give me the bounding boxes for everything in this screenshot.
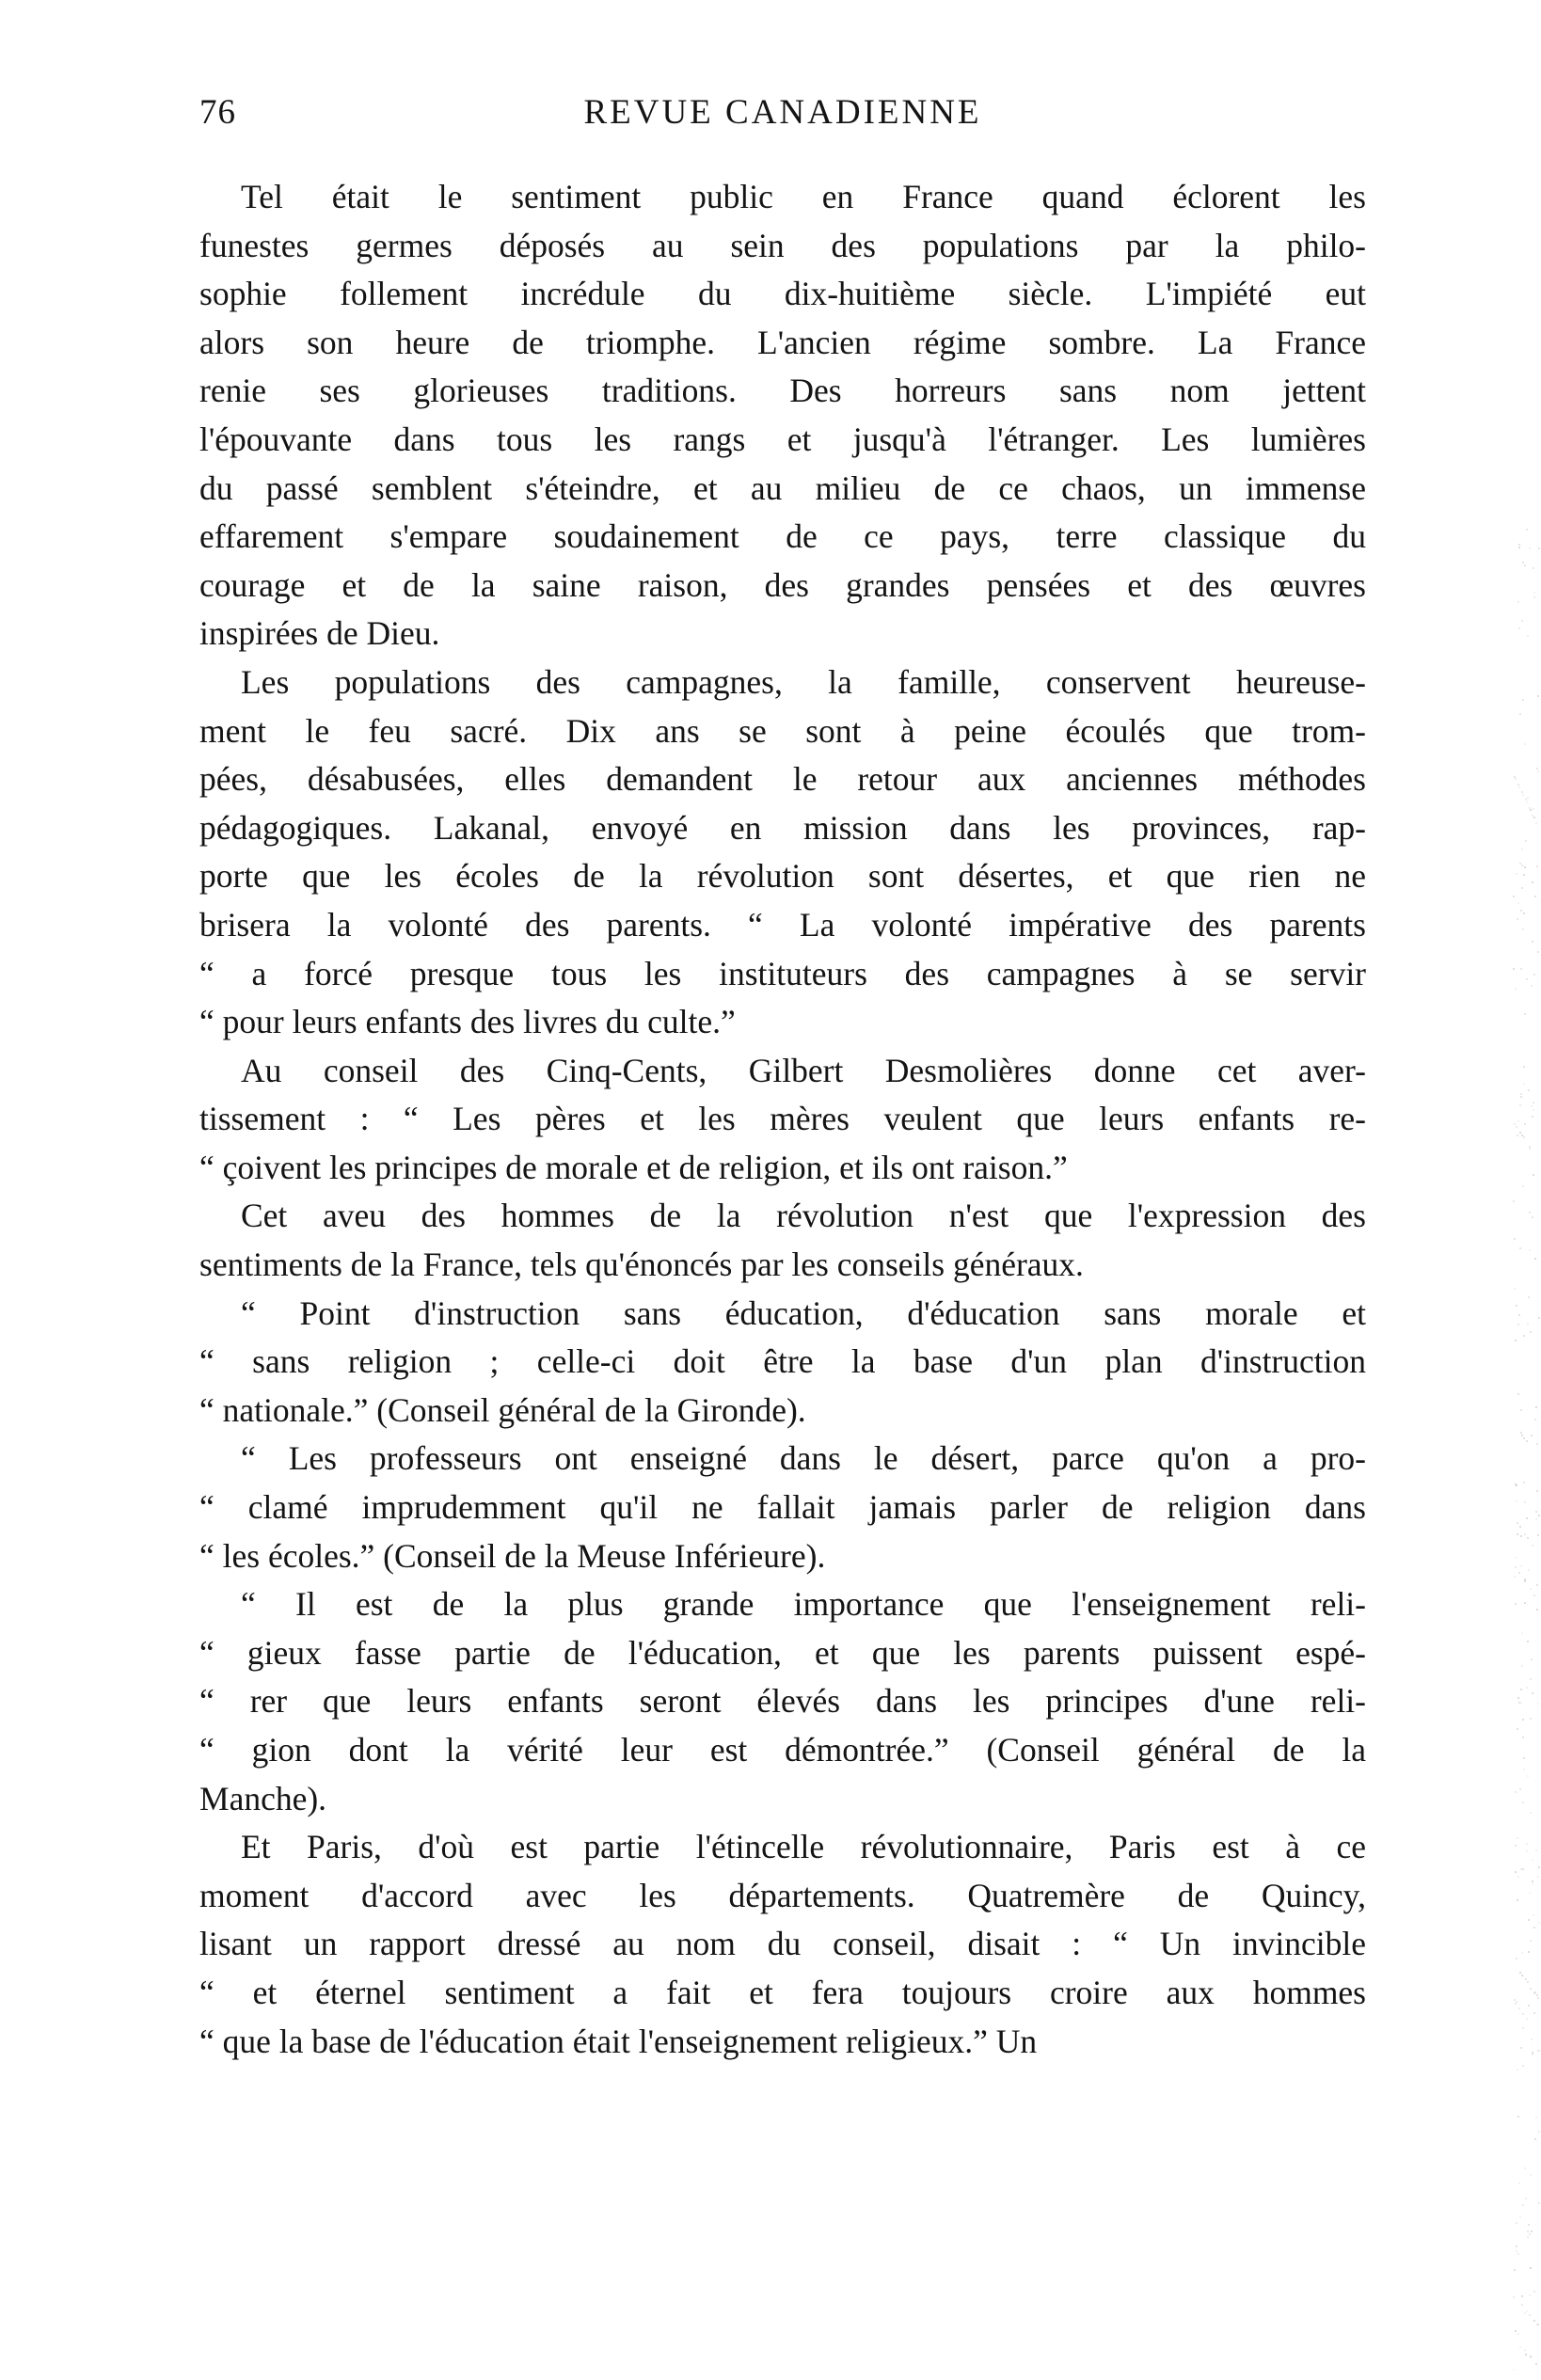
paragraph [199, 658, 1366, 1047]
text-line: “ pour leurs enfants des livres du culte.” [199, 1003, 736, 1041]
text-line: brisera la volonté des parents. “ La volonté impérative des parents [199, 905, 1366, 944]
paragraph [199, 1047, 1366, 1193]
text-line: “ çoivent les principes de morale et de religion, et ils ont raison.” [199, 1148, 1068, 1186]
text-line: pées, désabusées, elles demandent le retour aux anciennes méthodes [199, 760, 1366, 799]
text-line: Tel était le sentiment public en France quand éclorent les [241, 178, 1366, 215]
text-line: tissement : “ Les pères et les mères veulent que leurs enfants re- [199, 1100, 1366, 1138]
text-line: “ nationale.” (Conseil général de la Gironde). [199, 1390, 806, 1429]
text-line: lisant un rapport dressé au nom du conseil, disait : “ Un invincible [199, 1925, 1366, 1963]
paragraph [199, 1290, 1366, 1436]
text-line: inspirées de Dieu. [199, 614, 440, 653]
text-line: sentiments de la France, tels qu'énoncés par les conseils généraux. [199, 1246, 1084, 1284]
paragraph [199, 1823, 1366, 2066]
text-line: Manche). [199, 1779, 327, 1817]
page-number: 76 [199, 93, 236, 132]
scan-edge-speckle [1503, 527, 1541, 2380]
text-line: Cet aveu des hommes de la révolution n'est que l'expression des [241, 1197, 1366, 1235]
text-line: “ a forcé presque tous les instituteurs des campagnes à se servir [199, 954, 1366, 992]
text-line: funestes germes déposés au sein des populations par la philo- [199, 226, 1366, 264]
text-line: “ rer que leurs enfants seront élevés dans les principes d'une reli- [199, 1682, 1366, 1721]
text-line: l'épouvante dans tous les rangs et jusqu'à l'étranger. Les lumières [199, 420, 1366, 458]
text-line: Au conseil des Cinq-Cents, Gilbert Desmolières donne cet aver- [241, 1051, 1366, 1089]
text-line: du passé semblent s'éteindre, et au milieu de ce chaos, un immense [199, 468, 1366, 507]
text-line: renie ses glorieuses traditions. Des horreurs sans nom jettent [199, 372, 1366, 410]
text-line: “ Les professeurs ont enseigné dans le désert, parce qu'on a pro- [241, 1439, 1366, 1478]
text-line: “ les écoles.” (Conseil de la Meuse Inférieure). [199, 1536, 826, 1575]
text-line: Et Paris, d'où est partie l'étincelle révolutionnaire, Paris est à ce [241, 1828, 1366, 1866]
text-line: sophie follement incrédule du dix-huitième siècle. L'impiété eut [199, 275, 1366, 313]
text-line: alors son heure de triomphe. L'ancien régime sombre. La France [199, 323, 1366, 361]
text-line: effarement s'empare soudainement de ce pays, terre classique du [199, 517, 1366, 556]
text-line: moment d'accord avec les départements. Quatremère de Quincy, [199, 1876, 1366, 1914]
paragraph [199, 1580, 1366, 1823]
running-head: REVUE CANADIENNE [583, 93, 982, 132]
page-header [199, 92, 1366, 145]
text-line: “ que la base de l'éducation était l'enseignement religieux.” Un [199, 2022, 1038, 2060]
text-line: “ gion dont la vérité leur est démontrée.” (Conseil général de la [199, 1731, 1366, 1769]
paragraph [199, 173, 1366, 658]
text-line: “ et éternel sentiment a fait et fera toujours croire aux hommes [199, 1973, 1366, 2011]
text-line: porte que les écoles de la révolution sont désertes, et que rien ne [199, 857, 1366, 896]
text-line: ment le feu sacré. Dix ans se sont à peine écoulés que trom- [199, 711, 1366, 750]
paragraph [199, 1435, 1366, 1580]
text-line: “ gieux fasse partie de l'éducation, et que les parents puissent espé- [199, 1633, 1366, 1672]
text-line: “ Point d'instruction sans éducation, d'éducation sans morale et [241, 1293, 1366, 1332]
text-line: “ Il est de la plus grande importance que l'enseignement reli- [241, 1585, 1366, 1624]
text-line: “ sans religion ; celle-ci doit être la base d'un plan d'instruction [199, 1342, 1366, 1381]
body-text [199, 173, 1366, 2066]
text-line: pédagogiques. Lakanal, envoyé en mission dans les provinces, rap- [199, 808, 1366, 847]
text-line: Les populations des campagnes, la famille, conservent heureuse- [241, 662, 1366, 701]
paragraph [199, 1192, 1366, 1289]
text-line: courage et de la saine raison, des grandes pensées et des œuvres [199, 565, 1366, 604]
text-line: “ clamé imprudemment qu'il ne fallait jamais parler de religion dans [199, 1488, 1366, 1527]
